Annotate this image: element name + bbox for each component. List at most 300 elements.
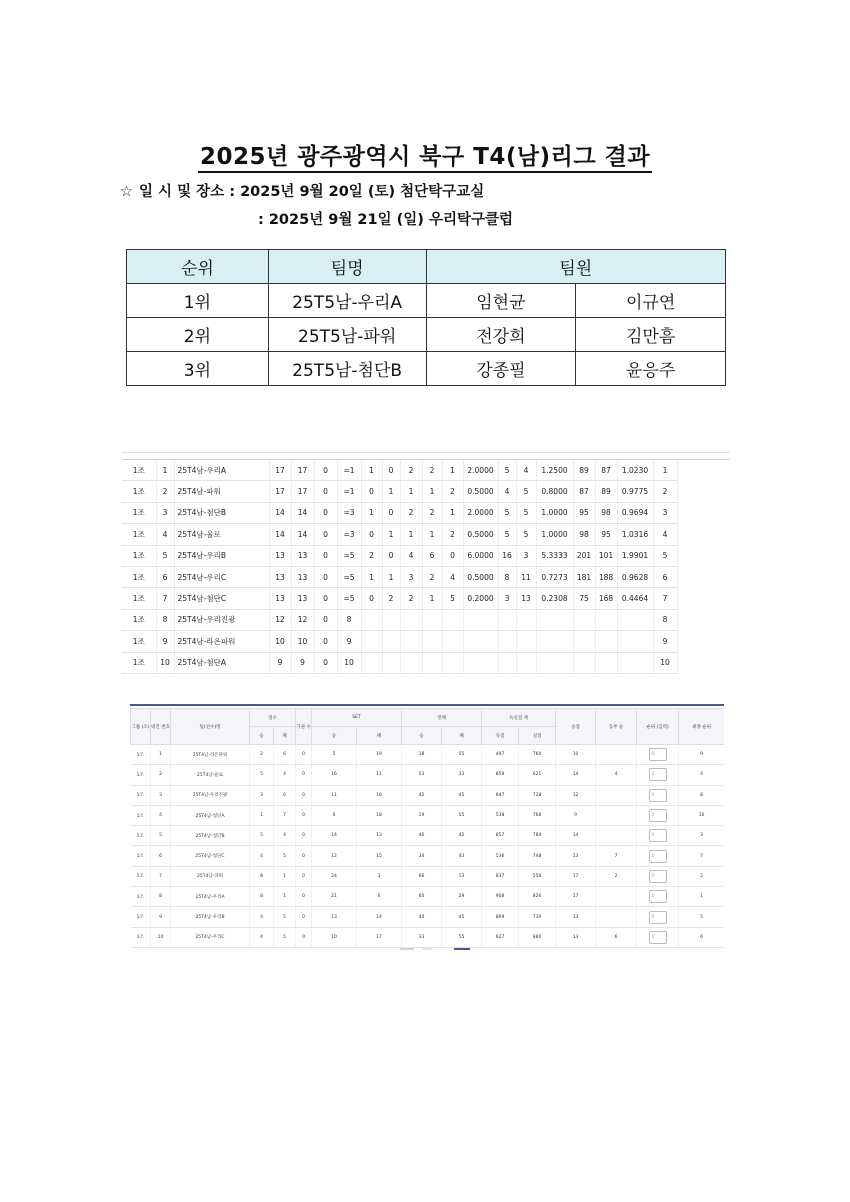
- entry-cell: 1조: [131, 846, 151, 866]
- entry-cell: 0: [296, 907, 312, 927]
- th-default: 기권 수: [296, 709, 312, 745]
- entry-cell: 0: [296, 745, 312, 765]
- team-name-cell: 25T4남-첨단C: [174, 588, 269, 609]
- standings-cell: 1조: [122, 652, 156, 673]
- standings-cell: 1: [361, 566, 382, 587]
- rank-input-field[interactable]: 0: [649, 870, 667, 883]
- rank-input-field[interactable]: 0: [649, 809, 667, 822]
- rank-input-cell: [637, 805, 679, 825]
- standings-cell: [536, 631, 573, 652]
- entry-cell: 538: [482, 805, 519, 825]
- team-name-cell: 25T4남-우리B: [174, 545, 269, 566]
- standings-cell: 3: [653, 502, 677, 523]
- standings-cell: 9: [337, 631, 361, 652]
- entry-cell: 14: [556, 826, 596, 846]
- standings-cell: 75: [573, 588, 595, 609]
- standings-cell: [536, 652, 573, 673]
- standings-cell: 1: [361, 502, 382, 523]
- standings-cell: 9: [291, 652, 314, 673]
- standings-top-border: [122, 453, 730, 460]
- standings-cell: 89: [573, 460, 595, 481]
- entry-cell: 8: [250, 866, 274, 886]
- entry-cell: 826: [519, 887, 556, 907]
- member-cell: 윤응주: [576, 352, 726, 386]
- standings-cell: 3: [516, 545, 536, 566]
- entry-cell: 748: [519, 846, 556, 866]
- entry-row: [131, 826, 725, 846]
- standings-cell: 0: [314, 502, 337, 523]
- standings-cell: 17: [291, 460, 314, 481]
- standings-cell: 1.0000: [536, 524, 573, 545]
- rank-input-field[interactable]: 0: [649, 850, 667, 863]
- standings-cell: 7: [653, 588, 677, 609]
- standings-cell: 0.2000: [463, 588, 498, 609]
- standings-cell: [536, 609, 573, 630]
- entry-screenshot: [130, 704, 724, 950]
- standings-cell: 6: [422, 545, 442, 566]
- standings-cell: [498, 652, 516, 673]
- entry-cell: 847: [482, 785, 519, 805]
- rank-input-field[interactable]: 0: [649, 829, 667, 842]
- rank-input-field[interactable]: 0: [649, 748, 667, 761]
- standings-cell: 2: [382, 588, 400, 609]
- page-item[interactable]: [422, 948, 432, 950]
- standings-cell: 2: [156, 481, 174, 502]
- rank-input-cell: [637, 846, 679, 866]
- entry-cell: 13: [556, 927, 596, 947]
- rank-input-field[interactable]: 0: [649, 911, 667, 924]
- entry-cell: 33: [442, 765, 482, 785]
- standings-cell: 2: [422, 460, 442, 481]
- rank-input-cell: [637, 927, 679, 947]
- standings-cell: 1.9901: [617, 545, 653, 566]
- header-team: 팀명: [268, 250, 426, 284]
- entry-cell: 0: [296, 785, 312, 805]
- entry-team-cell: 25T4남-율로: [171, 765, 250, 785]
- entry-row: [131, 907, 725, 927]
- page-prev[interactable]: [400, 948, 414, 950]
- standings-cell: 0.9628: [617, 566, 653, 587]
- entry-cell: 4: [250, 927, 274, 947]
- entry-cell: 34: [402, 846, 442, 866]
- th-team: 팀(선수)명: [171, 709, 250, 745]
- rank-cell: 3위: [127, 352, 269, 386]
- entry-cell: 0: [296, 887, 312, 907]
- standings-cell: 8: [498, 566, 516, 587]
- standings-cell: 5: [516, 524, 536, 545]
- entry-cell: 1조: [131, 785, 151, 805]
- entry-cell: 1조: [131, 887, 151, 907]
- standings-cell: 3: [498, 588, 516, 609]
- entry-cell: 6: [274, 785, 296, 805]
- entry-cell: 45: [442, 907, 482, 927]
- rank-input-field[interactable]: 0: [649, 931, 667, 944]
- entry-cell: 17: [357, 927, 402, 947]
- standings-cell: 6: [653, 566, 677, 587]
- rank-input-cell: [637, 866, 679, 886]
- standings-cell: 201: [573, 545, 595, 566]
- entry-cell: 1: [250, 805, 274, 825]
- standings-cell: [516, 631, 536, 652]
- standings-row: [122, 609, 677, 630]
- standings-cell: 1조: [122, 460, 156, 481]
- entry-cell: 10: [151, 927, 171, 947]
- standings-cell: 0.9775: [617, 481, 653, 502]
- standings-cell: [516, 609, 536, 630]
- standings-cell: [422, 652, 442, 673]
- entry-cell: 53: [402, 765, 442, 785]
- th-group: 그룹 (조): [131, 709, 151, 745]
- header-rank: 순위: [127, 250, 269, 284]
- member-cell: 이규연: [576, 284, 726, 318]
- standings-cell: 13: [269, 588, 291, 609]
- standings-cell: 0: [382, 545, 400, 566]
- standings-cell: 2: [400, 588, 422, 609]
- entry-cell: 880: [519, 927, 556, 947]
- th-lose: 실점: [519, 727, 556, 745]
- standings-cell: 4: [400, 545, 422, 566]
- standings-cell: 1: [422, 588, 442, 609]
- standings-cell: 0: [361, 524, 382, 545]
- standings-cell: 0: [382, 502, 400, 523]
- standings-cell: 1: [361, 460, 382, 481]
- standings-cell: [617, 609, 653, 630]
- entry-cell: 11: [357, 765, 402, 785]
- standings-cell: 1조: [122, 545, 156, 566]
- entry-cell: 15: [357, 846, 402, 866]
- entry-row: [131, 846, 725, 866]
- team-cell: 25T5남-파워: [268, 318, 426, 352]
- standings-cell: 9: [156, 631, 174, 652]
- standings-cell: 10: [156, 652, 174, 673]
- pagination[interactable]: [392, 948, 472, 950]
- standings-cell: 5: [156, 545, 174, 566]
- entry-table: [130, 708, 724, 948]
- entry-cell: 14: [312, 826, 357, 846]
- entry-cell: 5: [250, 826, 274, 846]
- entry-cell: 0: [296, 805, 312, 825]
- entry-cell: 2: [250, 745, 274, 765]
- standings-cell: 1: [400, 481, 422, 502]
- entry-cell: 11: [312, 785, 357, 805]
- entry-cell: 44: [402, 907, 442, 927]
- standings-cell: [422, 631, 442, 652]
- th-seed: 대진 번호: [151, 709, 171, 745]
- standings-cell: 0: [314, 566, 337, 587]
- standings-cell: 0.4464: [617, 588, 653, 609]
- entry-cell: 16: [312, 765, 357, 785]
- entry-cell: 13: [556, 907, 596, 927]
- standings-cell: 13: [291, 588, 314, 609]
- entry-cell: 9: [679, 745, 724, 765]
- standings-cell: 1: [400, 524, 422, 545]
- standings-cell: 1조: [122, 588, 156, 609]
- schedule-line-2: : 2025년 9월 21일 (일) 우리탁구클럽: [258, 212, 513, 228]
- standings-cell: 0: [314, 545, 337, 566]
- standings-cell: 10: [269, 631, 291, 652]
- entry-cell: [596, 805, 637, 825]
- standings-row: [122, 545, 677, 566]
- entry-cell: 55: [442, 805, 482, 825]
- entry-cell: 9: [151, 907, 171, 927]
- entry-cell: 5: [151, 826, 171, 846]
- entry-cell: 7: [151, 866, 171, 886]
- team-name-cell: 25T4남-첨단A: [174, 652, 269, 673]
- team-name-cell: 25T4남-율로: [174, 524, 269, 545]
- rank-input-field[interactable]: 0: [649, 768, 667, 781]
- th-total: 전체: [402, 709, 482, 727]
- team-name-cell: 25T4남-우리A: [174, 460, 269, 481]
- th-t-win: 승: [402, 727, 442, 745]
- standings-cell: 14: [269, 524, 291, 545]
- entry-cell: 45: [442, 785, 482, 805]
- standings-cell: 0: [361, 588, 382, 609]
- standings-cell: 14: [291, 502, 314, 523]
- entry-cell: 3: [679, 826, 724, 846]
- standings-cell: [361, 631, 382, 652]
- entry-cell: 0: [296, 927, 312, 947]
- standings-cell: [382, 631, 400, 652]
- standings-cell: 1조: [122, 609, 156, 630]
- entry-cell: 55: [442, 927, 482, 947]
- standings-cell: 11: [516, 566, 536, 587]
- entry-cell: 5: [679, 907, 724, 927]
- standings-cell: [595, 652, 617, 673]
- entry-cell: 8: [250, 887, 274, 907]
- standings-cell: [442, 652, 463, 673]
- entry-cell: 12: [312, 846, 357, 866]
- standings-cell: =1: [337, 481, 361, 502]
- team-name-cell: 25T4남-라온파워: [174, 631, 269, 652]
- entry-cell: 497: [482, 745, 519, 765]
- entry-team-cell: 25T4남-우리A: [171, 887, 250, 907]
- standings-cell: [400, 609, 422, 630]
- standings-cell: 95: [573, 502, 595, 523]
- standings-cell: 9: [653, 631, 677, 652]
- standings-table: [122, 460, 678, 674]
- entry-team-cell: 25T4남-우리C: [171, 927, 250, 947]
- rank-input-cell: [637, 907, 679, 927]
- standings-cell: 5: [516, 481, 536, 502]
- entry-cell: 33: [402, 927, 442, 947]
- standings-cell: 8: [653, 609, 677, 630]
- standings-cell: 5: [498, 502, 516, 523]
- standings-cell: [573, 609, 595, 630]
- standings-row: [122, 588, 677, 609]
- entry-row: [131, 745, 725, 765]
- standings-cell: 1조: [122, 566, 156, 587]
- entry-cell: 19: [402, 805, 442, 825]
- standings-row: [122, 631, 677, 652]
- result-row: [127, 318, 726, 352]
- standings-cell: 1: [442, 460, 463, 481]
- member-cell: 김만흠: [576, 318, 726, 352]
- entry-cell: 760: [519, 745, 556, 765]
- entry-row: [131, 785, 725, 805]
- standings-cell: 0: [361, 481, 382, 502]
- entry-cell: 5: [312, 745, 357, 765]
- entry-cell: 19: [357, 745, 402, 765]
- entry-cell: 13: [442, 866, 482, 886]
- entry-cell: 60: [402, 887, 442, 907]
- page-current[interactable]: [454, 948, 470, 950]
- th-p-win: 승: [250, 727, 274, 745]
- standings-cell: 14: [291, 524, 314, 545]
- standings-cell: [442, 631, 463, 652]
- entry-cell: 1조: [131, 805, 151, 825]
- th-tie: 동부 승: [596, 709, 637, 745]
- rank-input-cell: [637, 826, 679, 846]
- rank-cell: 1위: [127, 284, 269, 318]
- standings-cell: 4: [498, 481, 516, 502]
- standings-cell: 98: [573, 524, 595, 545]
- standings-cell: 4: [156, 524, 174, 545]
- standings-cell: 0.2308: [536, 588, 573, 609]
- entry-cell: 627: [482, 927, 519, 947]
- standings-row: [122, 652, 677, 673]
- entry-cell: 621: [519, 765, 556, 785]
- member-cell: 전강희: [426, 318, 576, 352]
- entry-team-cell: 25T4남-파워: [171, 866, 250, 886]
- standings-cell: [573, 631, 595, 652]
- entry-cell: 13: [556, 846, 596, 866]
- th-t-loss: 패: [442, 727, 482, 745]
- rank-input-field[interactable]: 0: [649, 890, 667, 903]
- standings-cell: 0: [314, 652, 337, 673]
- entry-cell: 4: [274, 826, 296, 846]
- entry-cell: 29: [442, 887, 482, 907]
- standings-cell: [382, 609, 400, 630]
- entry-cell: 2: [596, 866, 637, 886]
- entry-team-cell: 25T4남-첨단B: [171, 826, 250, 846]
- entry-cell: 8: [679, 785, 724, 805]
- standings-cell: 8: [156, 609, 174, 630]
- standings-cell: 188: [595, 566, 617, 587]
- entry-cell: 4: [250, 907, 274, 927]
- standings-cell: 1조: [122, 481, 156, 502]
- th-s-win: 승: [312, 727, 357, 745]
- standings-cell: [400, 652, 422, 673]
- standings-cell: 0.8000: [536, 481, 573, 502]
- th-set: SET: [312, 709, 402, 727]
- entry-cell: 869: [482, 907, 519, 927]
- th-p-loss: 패: [274, 727, 296, 745]
- entry-cell: 550: [519, 866, 556, 886]
- standings-cell: 89: [595, 481, 617, 502]
- standings-cell: =3: [337, 502, 361, 523]
- standings-cell: [463, 652, 498, 673]
- entry-cell: 1조: [131, 866, 151, 886]
- entry-cell: 1조: [131, 927, 151, 947]
- th-points: 점수: [250, 709, 296, 727]
- standings-cell: 4: [442, 566, 463, 587]
- standings-cell: 0: [314, 631, 337, 652]
- entry-cell: 42: [442, 826, 482, 846]
- standings-cell: 5.3333: [536, 545, 573, 566]
- standings-cell: 12: [269, 609, 291, 630]
- rank-input-cell: [637, 745, 679, 765]
- standings-cell: 0: [314, 481, 337, 502]
- entry-cell: 17: [556, 887, 596, 907]
- entry-cell: 1: [274, 887, 296, 907]
- standings-cell: 1: [382, 524, 400, 545]
- standings-cell: 13: [269, 545, 291, 566]
- standings-cell: 0.5000: [463, 481, 498, 502]
- entry-row: [131, 927, 725, 947]
- standings-cell: 1: [382, 566, 400, 587]
- standings-cell: 0.5000: [463, 566, 498, 587]
- entry-cell: [596, 745, 637, 765]
- standings-cell: 5: [516, 502, 536, 523]
- entry-cell: 1조: [131, 765, 151, 785]
- standings-cell: 13: [516, 588, 536, 609]
- standings-cell: [617, 652, 653, 673]
- standings-screenshot: [122, 452, 730, 679]
- standings-cell: 1.2500: [536, 460, 573, 481]
- schedule-line-1: ☆ 일 시 및 장소 : 2025년 9월 20일 (토) 첨단탁구교실: [120, 184, 485, 200]
- standings-cell: 4: [516, 460, 536, 481]
- standings-cell: [516, 652, 536, 673]
- header-members: 팀원: [426, 250, 725, 284]
- entry-row: [131, 805, 725, 825]
- standings-cell: 4: [653, 524, 677, 545]
- entry-cell: 6: [679, 927, 724, 947]
- star-icon: ☆: [120, 184, 133, 200]
- entry-cell: 0: [296, 846, 312, 866]
- standings-cell: 2: [400, 502, 422, 523]
- team-name-cell: 25T4남-첨단B: [174, 502, 269, 523]
- entry-cell: 857: [482, 826, 519, 846]
- rank-cell: 2위: [127, 318, 269, 352]
- standings-cell: =1: [337, 460, 361, 481]
- standings-cell: 1.0000: [536, 502, 573, 523]
- entry-cell: 0: [296, 826, 312, 846]
- th-score: 득실점 계: [482, 709, 556, 727]
- entry-cell: 6: [596, 927, 637, 947]
- entry-cell: 12: [556, 785, 596, 805]
- standings-cell: 0: [314, 588, 337, 609]
- result-row: [127, 284, 726, 318]
- standings-cell: [382, 652, 400, 673]
- standings-cell: 17: [291, 481, 314, 502]
- team-name-cell: 25T4남-파워: [174, 481, 269, 502]
- entry-cell: 9: [556, 805, 596, 825]
- member-cell: 임현균: [426, 284, 576, 318]
- standings-cell: 1: [156, 460, 174, 481]
- entry-cell: 837: [482, 866, 519, 886]
- standings-cell: [463, 631, 498, 652]
- standings-cell: [498, 609, 516, 630]
- entry-cell: [596, 887, 637, 907]
- standings-cell: 10: [337, 652, 361, 673]
- team-name-cell: 25T4남-우리진광: [174, 609, 269, 630]
- standings-cell: 5: [498, 524, 516, 545]
- standings-cell: 16: [498, 545, 516, 566]
- rank-input-field[interactable]: 0: [649, 789, 667, 802]
- standings-cell: 1: [382, 481, 400, 502]
- entry-team-cell: 25T4남-첨단C: [171, 846, 250, 866]
- entry-cell: 0: [296, 866, 312, 886]
- standings-cell: 2: [653, 481, 677, 502]
- standings-cell: 101: [595, 545, 617, 566]
- entry-cell: 7: [596, 846, 637, 866]
- entry-cell: 1조: [131, 745, 151, 765]
- standings-cell: 1: [653, 460, 677, 481]
- standings-cell: 5: [442, 588, 463, 609]
- standings-cell: 6: [156, 566, 174, 587]
- standings-cell: 0: [314, 524, 337, 545]
- entry-cell: 728: [519, 785, 556, 805]
